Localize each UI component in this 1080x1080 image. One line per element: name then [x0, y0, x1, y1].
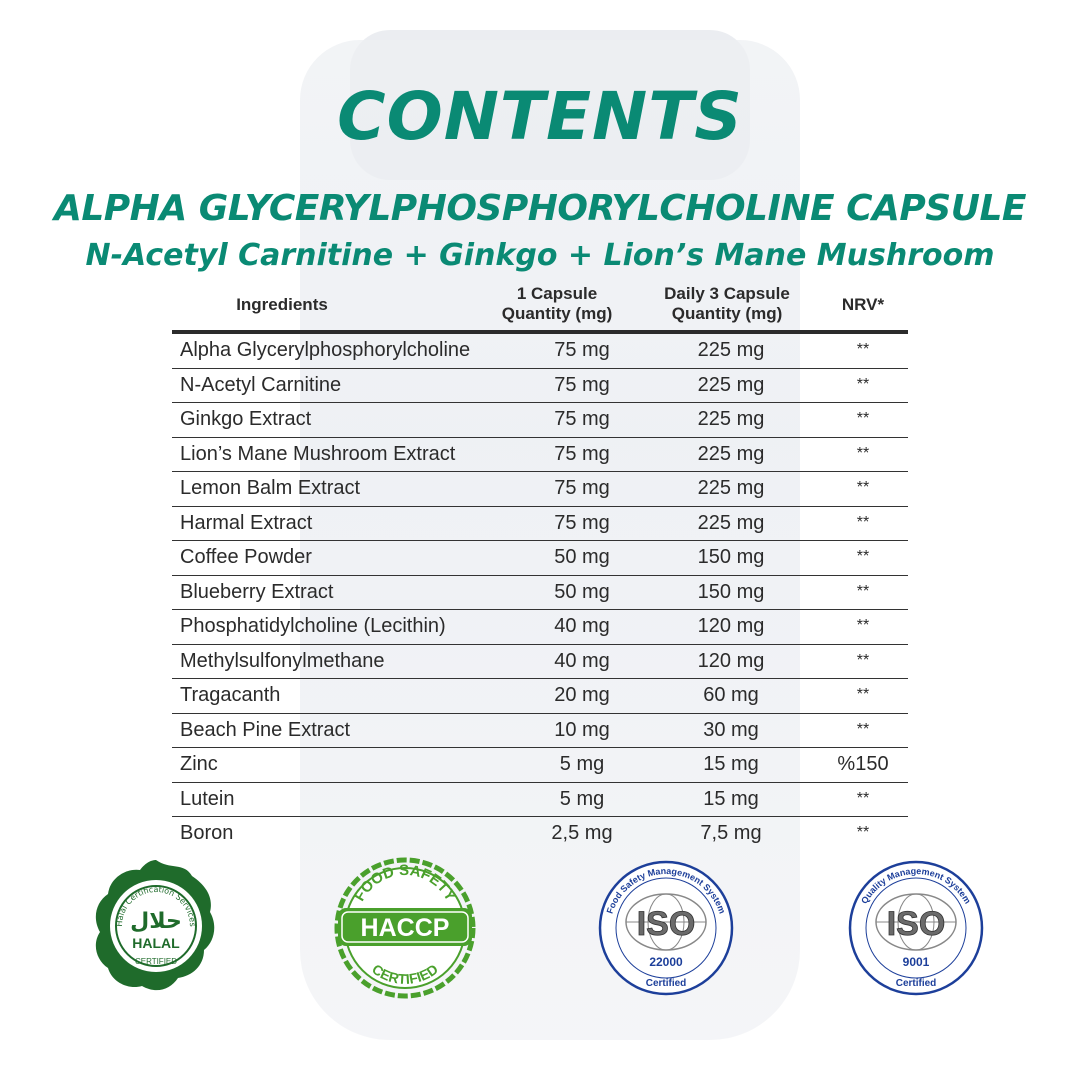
capsule-quantity: 40 mg: [554, 615, 610, 637]
iso22000-label: ISO: [636, 905, 696, 943]
iso9001-ring-text: Quality Management System: [859, 865, 973, 906]
ingredient-name: Blueberry Extract: [180, 580, 334, 603]
table-row: [172, 748, 908, 783]
capsule-quantity: 5 mg: [559, 787, 605, 810]
capsule-quantity: 10 mg: [554, 718, 610, 741]
header-q1-line1: 1 Capsule: [516, 284, 598, 303]
nrv-value: **: [856, 789, 870, 807]
capsule-quantity: 40 mg: [554, 649, 610, 672]
ingredients-table: [172, 334, 908, 851]
capsule-quantity: 75 mg: [554, 408, 610, 430]
header-ingredients: Ingredients: [236, 295, 328, 314]
iso22000-certified: Certified: [645, 978, 687, 989]
capsule-quantity: 75 mg: [554, 477, 610, 499]
capsule-quantity: 75 mg: [554, 339, 610, 361]
nrv-value: **: [856, 341, 870, 358]
halal-arabic: حلال: [130, 909, 182, 934]
page-title: CONTENTS: [337, 78, 743, 155]
daily-quantity: 120 mg: [697, 649, 765, 672]
halal-label: HALAL: [132, 935, 180, 951]
daily-quantity: 225 mg: [697, 442, 765, 465]
daily-quantity: 7,5 mg: [700, 822, 762, 844]
nrv-value: **: [856, 824, 870, 841]
table-row: [172, 714, 908, 749]
capsule-quantity: 75 mg: [554, 373, 610, 396]
halal-ring-text: Halal Certification Services: [114, 884, 198, 927]
table-row: [172, 817, 908, 851]
table-row: [172, 576, 908, 611]
haccp-bottom-text: CERTIFIED: [369, 960, 441, 988]
capsule-quantity: 75 mg: [554, 511, 610, 534]
iso9001-certified: Certified: [895, 978, 937, 989]
header-q3-line2: Quantity (mg): [671, 304, 783, 323]
table-row: [172, 507, 908, 542]
iso-22000-icon: [596, 860, 736, 996]
daily-quantity: 225 mg: [697, 408, 765, 430]
ingredient-name: Lutein: [180, 787, 235, 810]
product-subtitle: N-Acetyl Carnitine + Ginkgo + Lion’s Mane Mushroom: [85, 238, 995, 273]
ingredient-name: Zinc: [180, 753, 218, 775]
header-daily-quantity: [642, 284, 812, 324]
nrv-value: **: [856, 410, 870, 427]
iso9001-number: 9001: [902, 955, 930, 969]
capsule-quantity: 75 mg: [554, 442, 610, 465]
daily-quantity: 225 mg: [697, 373, 765, 396]
table-row: [172, 472, 908, 507]
header-nrv: NRV*: [841, 295, 885, 314]
capsule-quantity: 50 mg: [554, 546, 610, 568]
capsule-quantity: 2,5 mg: [551, 822, 613, 844]
daily-quantity: 15 mg: [703, 787, 759, 810]
ingredient-name: Alpha Glycerylphosphorylcholine: [180, 339, 471, 361]
ingredient-name: Lemon Balm Extract: [180, 477, 361, 499]
header-q1-line2: Quantity (mg): [501, 304, 613, 323]
ingredient-name: Phosphatidylcholine (Lecithin): [180, 615, 446, 637]
daily-quantity: 150 mg: [697, 580, 765, 603]
daily-quantity: 225 mg: [697, 339, 765, 361]
header-capsule-quantity: [472, 284, 642, 324]
table-row: [172, 541, 908, 576]
nrv-value: **: [856, 582, 870, 600]
table-header: [172, 282, 908, 332]
table-row: [172, 679, 908, 714]
halal-certified-icon: [92, 856, 220, 996]
daily-quantity: 30 mg: [703, 718, 759, 741]
nrv-value: **: [856, 479, 870, 496]
capsule-quantity: 5 mg: [559, 753, 605, 775]
product-name: ALPHA GLYCERYLPHOSPHORYLCHOLINE CAPSULE: [54, 188, 1026, 229]
daily-quantity: 225 mg: [697, 511, 765, 534]
iso22000-ring-text: Food Safety Management System: [604, 865, 728, 915]
table-row: [172, 783, 908, 818]
iso22000-number: 22000: [649, 955, 683, 969]
ingredient-name: Tragacanth: [180, 684, 281, 706]
daily-quantity: 60 mg: [703, 684, 759, 706]
daily-quantity: 150 mg: [697, 546, 765, 568]
nrv-value: **: [856, 444, 870, 462]
ingredient-name: Beach Pine Extract: [180, 718, 351, 741]
nrv-value: **: [856, 720, 870, 738]
nrv-value: **: [856, 686, 870, 703]
iso9001-label: ISO: [886, 905, 946, 943]
daily-quantity: 15 mg: [703, 753, 759, 775]
halal-bottom: CERTIFIED: [134, 957, 178, 966]
nrv-value: **: [856, 651, 870, 669]
ingredient-name: Lion’s Mane Mushroom Extract: [180, 442, 456, 465]
nrv-value: **: [856, 375, 870, 393]
haccp-top-text: FOOD SAFETY: [350, 861, 460, 905]
haccp-certified-icon: [330, 856, 480, 1000]
capsule-quantity: 50 mg: [554, 580, 610, 603]
daily-quantity: 225 mg: [697, 477, 765, 499]
nrv-value: %150: [837, 753, 889, 775]
capsule-quantity: 20 mg: [554, 684, 610, 706]
nrv-value: **: [856, 513, 870, 531]
nrv-value: **: [856, 548, 870, 565]
ingredient-name: Coffee Powder: [180, 546, 312, 568]
ingredient-name: Harmal Extract: [180, 511, 313, 534]
haccp-label: HACCP: [360, 914, 450, 942]
nrv-value: **: [856, 617, 870, 634]
ingredient-name: Methylsulfonylmethane: [180, 649, 385, 672]
table-row: [172, 369, 908, 404]
table-row: [172, 645, 908, 680]
ingredient-name: Boron: [180, 822, 234, 844]
ingredient-name: N-Acetyl Carnitine: [180, 373, 342, 396]
table-row: [172, 334, 908, 369]
table-row: [172, 610, 908, 645]
table-row: [172, 403, 908, 438]
daily-quantity: 120 mg: [697, 615, 765, 637]
ingredient-name: Ginkgo Extract: [180, 408, 312, 430]
iso-9001-icon: [846, 860, 986, 996]
header-q3-line1: Daily 3 Capsule: [664, 284, 790, 303]
table-row: [172, 438, 908, 473]
